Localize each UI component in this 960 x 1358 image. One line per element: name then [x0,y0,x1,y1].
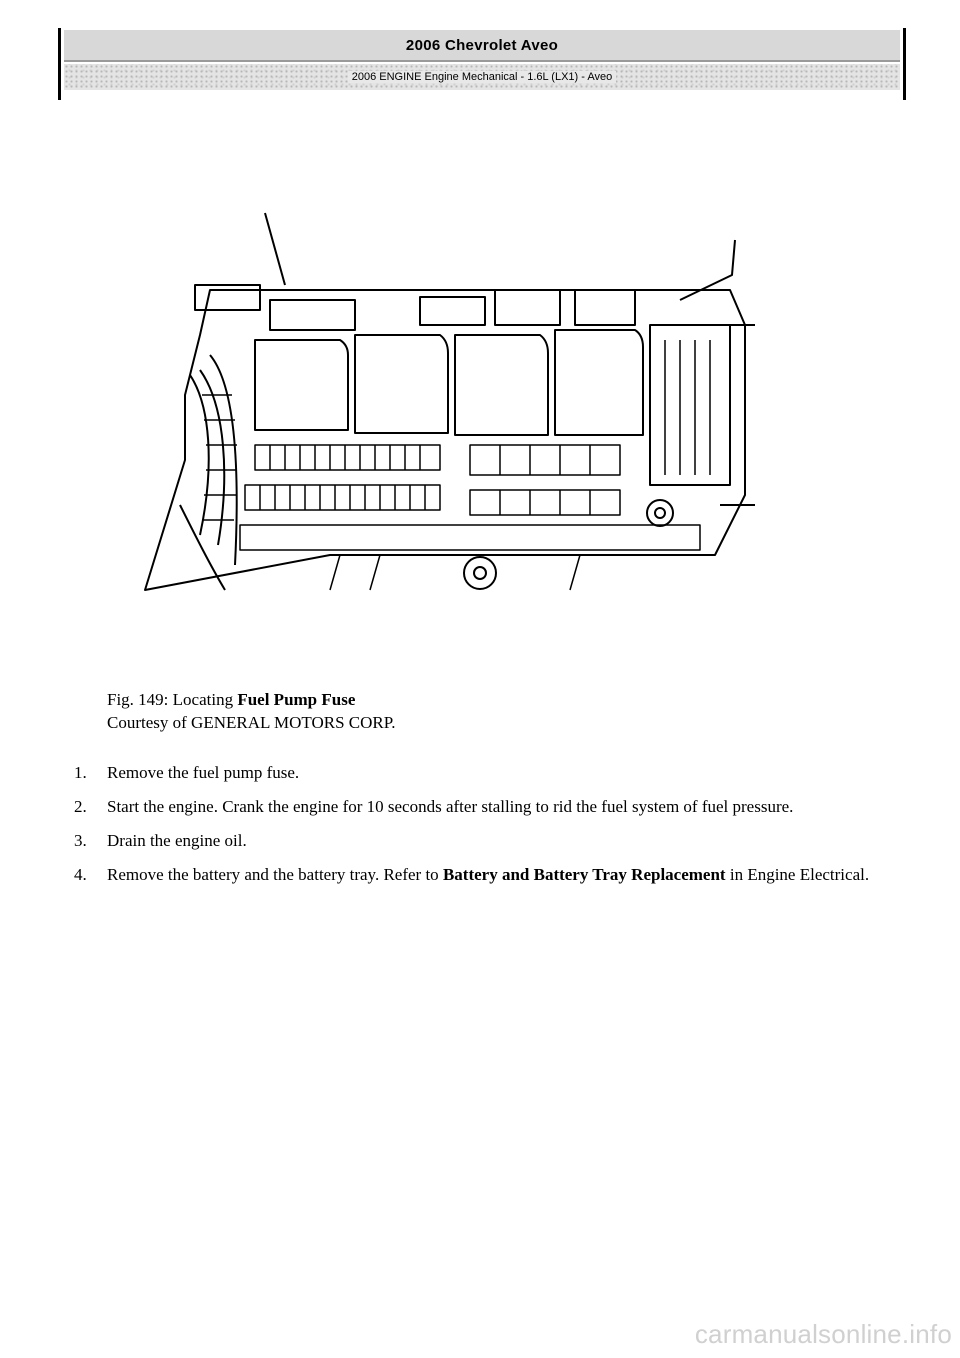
step-number: 1. [74,763,87,782]
header-left-rule [58,28,61,100]
step-number: 2. [74,797,87,816]
step-3 [74,828,904,853]
procedure-steps [74,760,904,896]
figure-title [107,688,396,711]
watermark: carmanualsonline.info [694,1319,952,1349]
figure-credit: Courtesy of GENERAL MOTORS CORP. [107,713,396,732]
header-right-rule [903,28,906,100]
step-text: Start the engine. Crank the engine for 10 seconds after stalling to rid the fuel system of fuel pressure. [107,797,794,816]
step-text-suffix: in Engine Electrical. [725,865,870,884]
step-number: 3. [74,831,87,850]
page-header [58,28,906,94]
step-4 [74,862,904,887]
step-text: Drain the engine oil. [107,831,247,850]
step-1 [74,760,904,785]
fuse-box-illustration [140,205,760,605]
header-title: 2006 Chevrolet Aveo [64,30,900,62]
header-subtitle-bar [64,64,900,90]
step-text: Remove the fuel pump fuse. [107,763,300,782]
step-2 [74,794,904,819]
step-number: 4. [74,865,87,884]
cross-reference-link[interactable]: Battery and Battery Tray Replacement [442,865,726,884]
header-subtitle: 2006 ENGINE Engine Mechanical - 1.6L (LX1) - Aveo [348,71,616,83]
figure-caption [107,688,396,734]
figure-title-prefix: Fig. 149: Locating [107,690,238,709]
figure-title-bold: Fuel Pump Fuse [237,690,356,709]
step-text: Remove the battery and the battery tray. Refer to [107,865,443,884]
